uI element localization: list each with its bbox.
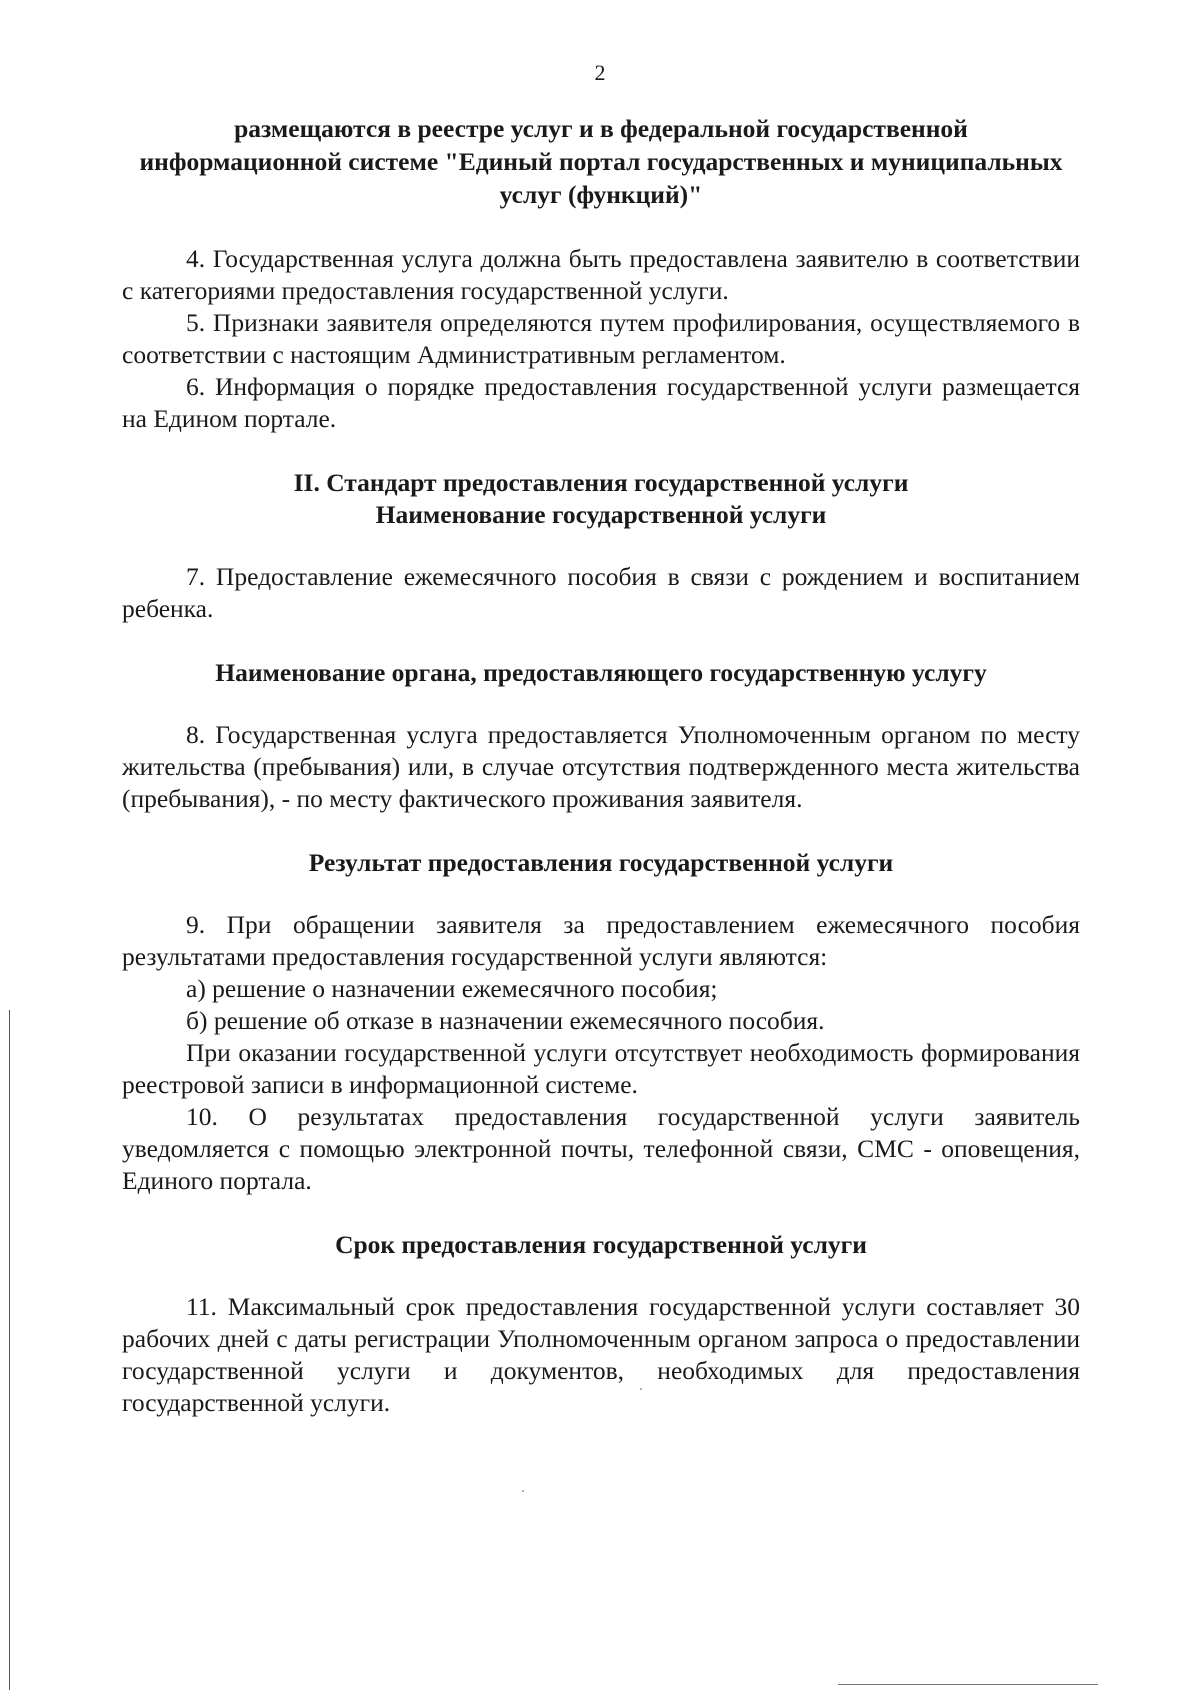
paragraph-9: 9. При обращении заявителя за предоставлением ежемесячного пособия результатами предоставления государственной услуги являются: <box>122 910 1080 971</box>
scan-bottom-line <box>838 1684 1098 1685</box>
result-item-b: б) решение об отказе в назначении ежемесячного пособия. <box>186 1006 825 1035</box>
scan-speck <box>522 1490 524 1492</box>
top-heading-line-3: услуг (функций)" <box>499 180 703 209</box>
section-organ-title: Наименование органа, предоставляющего государственную услугу <box>215 658 987 687</box>
top-heading-line-1: размещаются в реестре услуг и в федеральной государственной <box>234 114 968 143</box>
scan-speck <box>640 1388 642 1390</box>
paragraph-6: 6. Информация о порядке предоставления государственной услуги размещается на Едином портале. <box>122 372 1080 433</box>
paragraph-note: При оказании государственной услуги отсутствует необходимость формирования реестровой записи в информационной системе. <box>122 1038 1080 1099</box>
section-result-title: Результат предоставления государственной услуги <box>308 848 894 877</box>
paragraph-11: 11. Максимальный срок предоставления государственной услуги составляет 30 рабочих дней с даты регистрации Уполномоченным органом запроса о предоставлении государственной услуги и документов, необходимых для предоставления государственной услуги. <box>122 1292 1080 1417</box>
scan-edge-line <box>9 1010 10 1690</box>
paragraph-5: 5. Признаки заявителя определяются путем профилирования, осуществляемого в соответствии с настоящим Административным регламентом. <box>122 308 1080 369</box>
paragraph-7: 7. Предоставление ежемесячного пособия в связи с рождением и воспитанием ребенка. <box>122 562 1080 623</box>
top-heading-line-2: информационной системе "Единый портал государственных и муниципальных <box>139 147 1063 176</box>
paragraph-8: 8. Государственная услуга предоставляется Уполномоченным органом по месту жительства (пребывания) или, в случае отсутствия подтвержденного места жительства (пребывания), - по месту фактического проживания заявителя. <box>122 720 1080 813</box>
paragraph-4: 4. Государственная услуга должна быть предоставлена заявителю в соответствии с категориями предоставления государственной услуги. <box>122 244 1080 305</box>
document-body <box>122 112 1080 1419</box>
page-number: 2 <box>594 60 606 85</box>
section-term-title: Срок предоставления государственной услуги <box>335 1230 867 1259</box>
paragraph-10: 10. О результатах предоставления государственной услуги заявитель уведомляется с помощью электронной почты, телефонной связи, СМС - оповещения, Единого портала. <box>122 1102 1080 1195</box>
section-2-title: II. Стандарт предоставления государственной услуги <box>293 468 909 497</box>
result-item-a: а) решение о назначении ежемесячного пособия; <box>186 974 718 1003</box>
section-2-subtitle: Наименование государственной услуги <box>375 500 827 529</box>
